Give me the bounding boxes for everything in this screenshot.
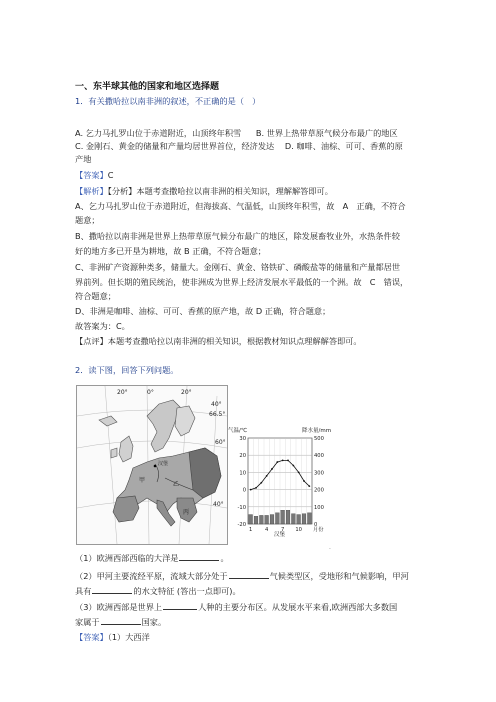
q2-sub3-text-d: 国家。: [141, 617, 167, 627]
chart-left-tick: 20: [239, 453, 246, 460]
q1-analysis-c2: 界前列。但长期的殖民统治，使非洲成为世界上经济发展水平最低的一个洲。故 C 错误，: [75, 277, 409, 287]
precip-bar: [259, 515, 263, 524]
temperature-point: [298, 472, 300, 474]
q1-answer: [75, 169, 425, 181]
q1-comment: 【点评】本题考查撒哈拉以南非洲的相关知识，根据教材知识点理解解答即可。: [75, 336, 362, 346]
chart-station-label: 汉堡: [274, 532, 286, 538]
q2-sub3-text: （3）欧洲西部是世界上: [75, 602, 163, 612]
chart-left-tick: -20: [237, 522, 246, 528]
temperature-point: [292, 465, 294, 467]
europe-map: [76, 385, 228, 545]
q2-stem: 2．读下图，回答下列问题。: [75, 365, 179, 375]
answer-tag: 【答案】: [75, 170, 108, 180]
chart-ylabel-left: 气温/℃: [228, 428, 248, 434]
precip-bar: [307, 513, 311, 524]
temperature-point: [308, 485, 310, 487]
q2-sub1-text: （1）欧洲西部西临的大洋是: [75, 553, 179, 563]
chart-x-tick: 7: [281, 527, 285, 533]
q2-blank-1: [179, 552, 219, 561]
q1-option-a: A. 乞力马扎罗山位于赤道附近，山顶终年积雪: [75, 128, 242, 138]
temperature-point: [266, 475, 268, 477]
map-label-jia: 甲: [139, 477, 146, 484]
q1-option-c: C. 金刚石、黄金的储量和产量均居世界首位，经济发达: [75, 141, 275, 151]
precip-bar: [254, 516, 258, 524]
small-dot-mark: ·: [329, 546, 331, 553]
q2-answer: [75, 631, 425, 643]
climate-chart-svg: [226, 424, 338, 540]
section-title: 一、东半球其他的国家和地区选择题: [75, 82, 220, 92]
q2-sub1-end: 。: [220, 553, 229, 563]
precip-bar: [281, 510, 285, 524]
chart-x-tick: 10: [295, 527, 302, 533]
analysis-head-text: 【分析】本题考查撒哈拉以南非洲的相关知识，理解解答即可。: [107, 186, 333, 196]
precip-bar: [265, 515, 269, 524]
q1-option-d: D. 咖啡、油棕、可可、香蕉的原: [284, 141, 403, 151]
q2-sub2-text: （2）甲河主要流经平原，流域大部分处于: [75, 571, 228, 581]
map-label-bing: 丙: [183, 509, 190, 516]
temperature-point: [260, 482, 262, 484]
q2-answer-1: （1）大西洋: [107, 632, 150, 642]
climate-chart: [226, 424, 338, 540]
temperature-point: [271, 468, 273, 470]
q2-sub3-text-c: 家属于: [75, 617, 100, 627]
q1-option-d-cont: 产地: [75, 154, 92, 164]
map-lat-60: 60°: [215, 439, 226, 446]
map-lon-0: 0°: [147, 389, 154, 396]
precip-bar: [249, 515, 253, 524]
map-label-hamburg: 汉堡: [158, 461, 169, 467]
q2-blank-5: [101, 616, 141, 625]
chart-x-tick: 4: [265, 527, 269, 533]
chart-right-tick: 0: [314, 522, 318, 528]
q1-stem: 1．有关撒哈拉以南非洲的叙述，不正确的是（ ）: [75, 96, 261, 106]
precip-bar: [297, 515, 301, 524]
chart-left-tick: 10: [239, 470, 246, 477]
q1-option-ab: [75, 127, 425, 139]
map-label-yi: 乙: [173, 481, 180, 488]
chart-left-tick: -10: [237, 504, 246, 511]
q2-blank-4: [163, 601, 197, 610]
chart-ylabel-right: 降水量/mm: [302, 428, 332, 434]
q2-sub2-text-c: 具有: [75, 586, 92, 596]
q1-analysis-a1: A、乞力马扎罗山位于赤道附近，但海拔高、气温低，山顶终年积雪，故 A 正确，不符合: [75, 201, 406, 211]
analysis-tag: 【解析】: [75, 186, 108, 196]
precip-bar: [291, 514, 295, 524]
chart-x-unit: 月份: [313, 527, 324, 533]
q2-sub2: [75, 570, 425, 582]
q1-analysis-a2: 题意；: [75, 215, 100, 225]
precip-bar: [270, 515, 274, 524]
chart-right-tick: 300: [314, 470, 324, 477]
temperature-point: [276, 461, 278, 463]
chart-right-tick: 100: [314, 504, 324, 511]
chart-right-tick: 500: [314, 436, 324, 442]
temperature-point: [250, 489, 252, 491]
q1-final-answer: 故答案为：C。: [75, 321, 130, 331]
q1-analysis-b1: B、撒哈拉以南非洲是世界上热带草原气候分布最广的地区，除发展畜牧业外，水热条件较: [75, 231, 400, 241]
q2-blank-3: [92, 585, 132, 594]
precip-bar: [302, 514, 306, 524]
europe-map-svg: [77, 386, 227, 544]
chart-x-tick: 1: [249, 527, 253, 533]
q1-analysis-c3: 符合题意；: [75, 291, 116, 301]
q2-sub3-cont: [75, 616, 425, 628]
q1-analysis-d1: D、非洲是咖啡、油棕、可可、香蕉的原产地，故 D 正确，符合题意；: [75, 306, 331, 316]
q2-sub2-text-b: 气候类型区，受地形和气候影响，甲河: [269, 571, 409, 581]
map-lat-40: 40°: [213, 501, 224, 508]
chart-right-tick: 400: [314, 453, 324, 460]
q1-analysis-b2: 好的地方多已开垦为耕地，故 B 正确，不符合题意；: [75, 246, 266, 256]
q2-sub3: [75, 601, 425, 613]
chart-left-tick: 30: [239, 436, 246, 442]
map-lon-20e: 20°: [181, 389, 192, 396]
temperature-point: [282, 459, 284, 461]
hamburg-marker: [154, 465, 157, 468]
q2-blank-2: [229, 570, 269, 579]
temperature-point: [255, 487, 257, 489]
temperature-point: [287, 459, 289, 461]
q1-option-cd: [75, 140, 425, 152]
q1-option-b: B. 世界上热带草原气候分布最广的地区: [255, 128, 398, 138]
q2-sub1: [75, 552, 425, 564]
chart-left-tick: 0: [242, 487, 246, 494]
q2-sub2-cont: [75, 585, 425, 597]
precip-bar: [275, 513, 279, 524]
precip-bar: [286, 510, 290, 524]
map-lon-20w: 20°: [117, 389, 128, 396]
q2-answer-tag: 【答案】: [75, 632, 108, 642]
map-lat-66: 66.5°: [209, 411, 226, 418]
chart-right-tick: 200: [314, 487, 324, 494]
temperature-point: [303, 480, 305, 482]
q2-sub3-text-b: 人种的主要分布区。从发展水平来看,欧洲西部大多数国: [198, 602, 398, 612]
q1-analysis-head: [75, 185, 425, 197]
q1-analysis-c1: C、非洲矿产资源种类多，储量大。金刚石、黄金、铬铁矿、磷酸盐等的储量和产量都居世: [75, 262, 401, 272]
q1-answer-value: C: [107, 170, 114, 180]
map-lon-40e: 40°: [211, 401, 222, 408]
q2-sub2-text-d: 的水文特征 (答出一点即可)。: [133, 586, 241, 596]
